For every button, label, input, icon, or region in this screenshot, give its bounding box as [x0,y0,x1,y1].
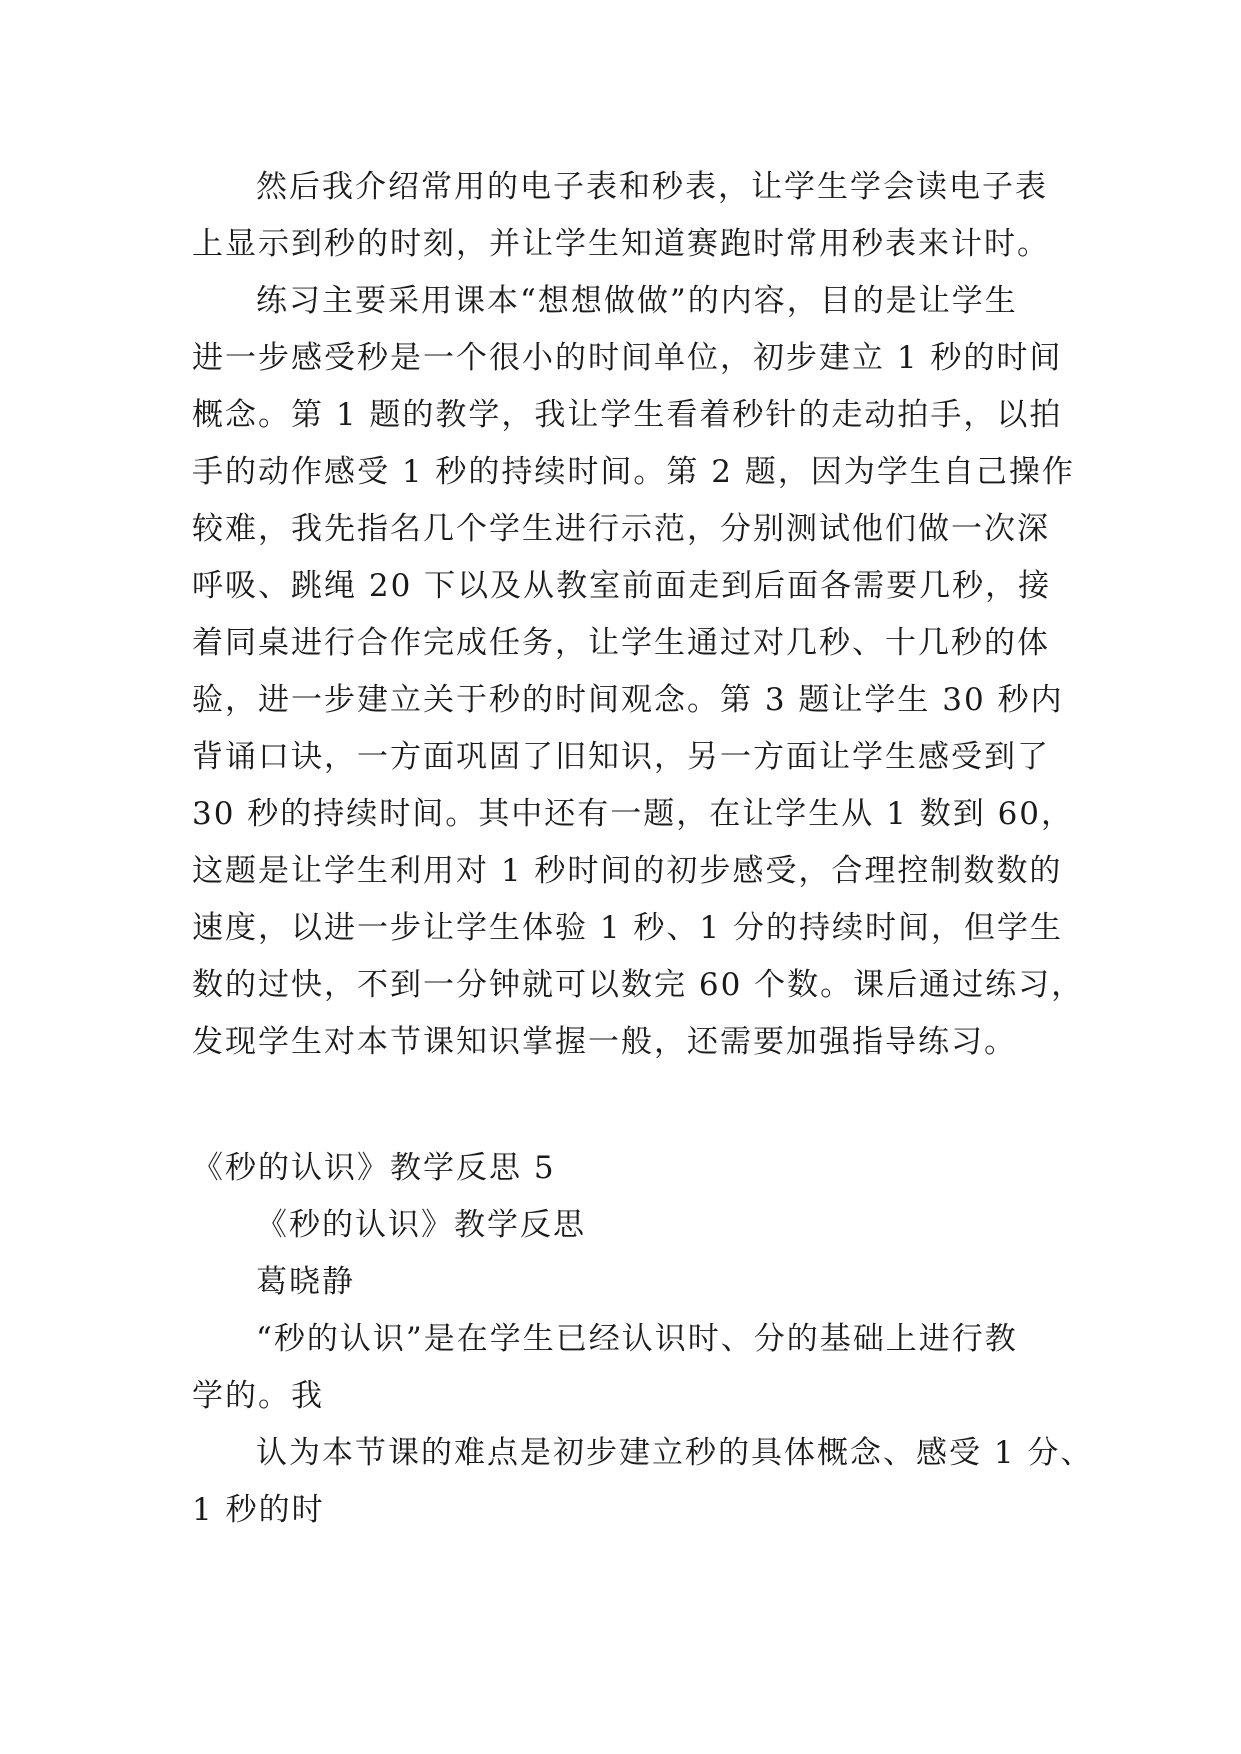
paragraph-2-line: 练习主要采用课本“想想做做”的内容，目的是让学生 [256,283,1018,319]
paragraph-1-line: 然后我介绍常用的电子表和秒表，让学生学会读电子表 [256,169,1048,205]
paragraph-1-line: 上显示到秒的时刻，并让学生知道赛跑时常用秒表来计时。 [192,226,1050,262]
paragraph-2-line: 较难，我先指名几个学生进行示范，分别测试他们做一次深 [192,511,1050,547]
paragraph-2-line: 背诵口诀，一方面巩固了旧知识，另一方面让学生感受到了 [192,739,1050,775]
body-text-upper [192,159,1085,1071]
paragraph-2-line: 呼吸、跳绳 20 下以及从教室前面走到后面各需要几秒，接 [192,568,1052,604]
body-text-lower [192,1140,1094,1539]
paragraph-4-line: 认为本节课的难点是初步建立秒的具体概念、感受 1 分、 [256,1435,1094,1471]
paragraph-2-line: 这题是让学生利用对 1 秒时间的初步感受，合理控制数数的 [192,853,1063,889]
section-title: 《秒的认识》教学反思 5 [192,1150,556,1186]
paragraph-4-line: 1 秒的时 [192,1492,325,1528]
paragraph-2-line: 发现学生对本节课知识掌握一般，还需要加强指导练习。 [192,1024,1017,1060]
article-title: 《秒的认识》教学反思 [256,1207,586,1243]
paragraph-3-line: “秒的认识”是在学生已经认识时、分的基础上进行教 [256,1321,1018,1357]
paragraph-2-line: 概念。第 1 题的教学，我让学生看着秒针的走动拍手，以拍 [192,397,1063,433]
paragraph-3-line: 学的。我 [192,1378,324,1414]
paragraph-2-line: 验，进一步建立关于秒的时间观念。第 3 题让学生 30 秒内 [192,682,1064,718]
paragraph-2-line: 速度，以进一步让学生体验 1 秒、1 分的持续时间，但学生 [192,910,1064,946]
paragraph-2-line: 进一步感受秒是一个很小的时间单位，初步建立 1 秒的时间 [192,340,1063,376]
author-name: 葛晓静 [256,1264,355,1300]
paragraph-2-line: 手的动作感受 1 秒的持续时间。第 2 题，因为学生自己操作 [192,454,1075,490]
paragraph-2-line: 30 秒的持续时间。其中还有一题，在让学生从 1 数到 60， [192,796,1075,832]
paragraph-2-line: 着同桌进行合作完成任务，让学生通过对几秒、十几秒的体 [192,625,1050,661]
paragraph-2-line: 数的过快，不到一分钟就可以数完 60 个数。课后通过练习， [192,967,1085,1003]
